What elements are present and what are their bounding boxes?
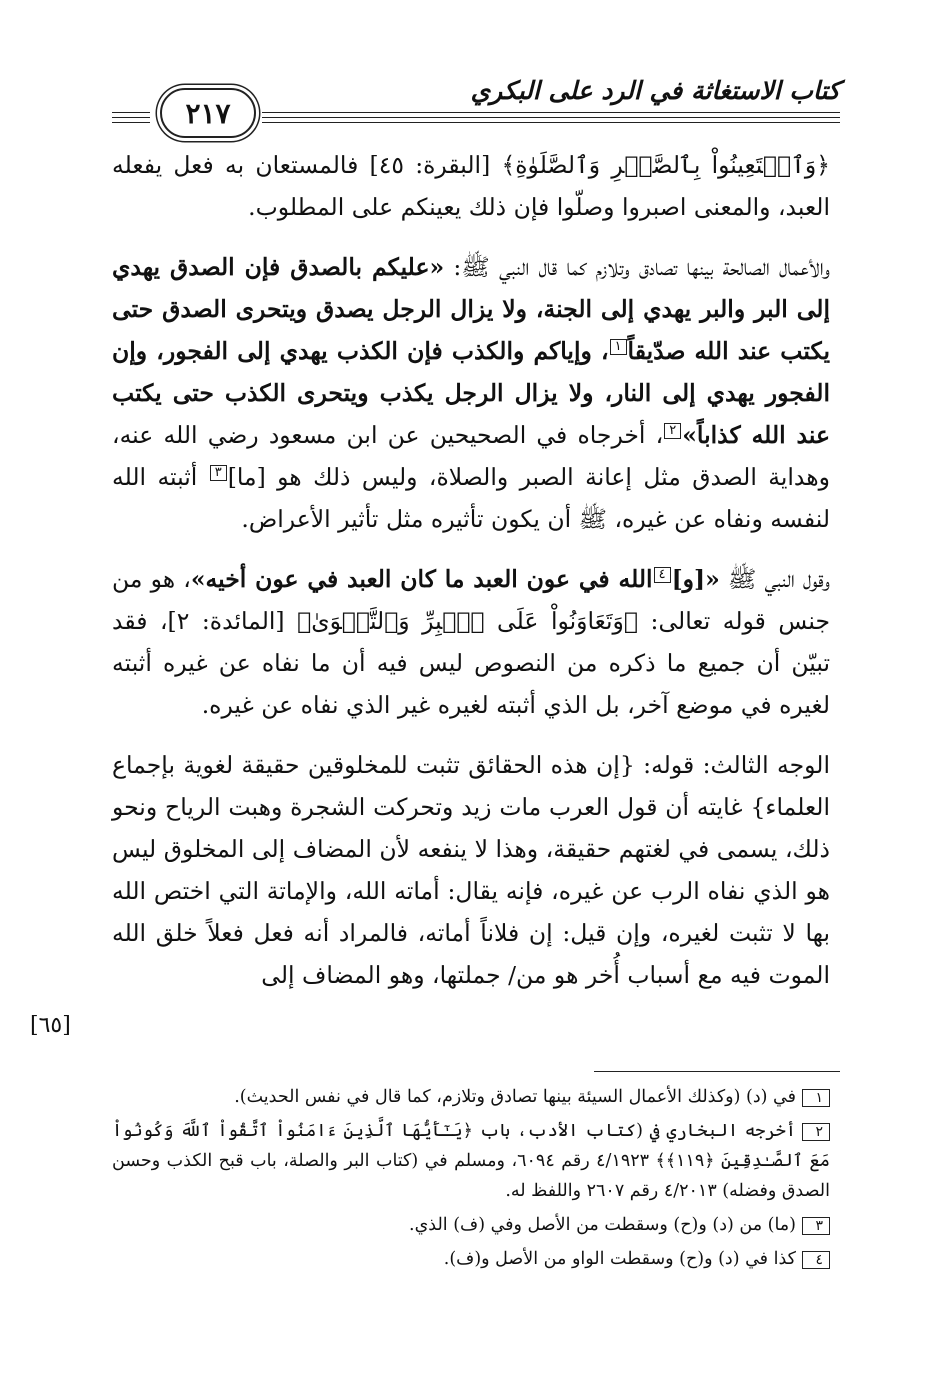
hadith-quote: ، وإياكم والكذب فإن الكذب يهدي إلى الفجور، وإن الفجور يهدي إلى النار، ولا يزال الرجل يكذب ويتحرى الكذب حتى يكتب عند الله كذاباً» [112,337,830,449]
footnote-ref: ٣ [210,465,227,481]
footnote-number: ٢ [802,1123,830,1141]
paragraph-4: الوجه الثالث: قوله: {إن هذه الحقائق تثبت للمخلوقين حقيقة لغوية بإجماع العلماء} غايته أن قول العرب مات زيد وتحركت الشجرة وهبت الرياح ونحو ذلك، يسمى في لغتهم حقيقة، وهذا لا ينفعه لأن المضاف إلى المخلوق ليس هو الذي نفاه الرب عن غيره، فإنه يقال: أماته الله، والإماتة التي اختص الله بها لا تثبت لغيره، وإن قيل: إن فلاناً أماته، فالمراد أنه فعل فعلاً خلق الله الموت فيه مع أسباب أُخر هو من/ جملتها، وهو المضاف إلى [112,751,830,989]
footnote-text: أخرجه البخاري في (كتاب الأدب، باب ﴿يَـٰٓأَيُّهَا ٱلَّذِينَ ءَامَنُواْ ٱتَّقُواْ ٱللَّهَ وَكُونُواْ مَعَ ٱلصَّـٰدِقِينَ ﴿١١٩﴾﴾ ٤/١٩٢٣ رقم ٦٠٩٤، ومسلم في (كتاب البر والصلة، باب قبح الكذب وحسن الصدق وفضله) ٤/٢٠١٣ رقم ٢٦٠٧ واللفظ له. [112,1121,830,1201]
footnotes [112,1082,830,1278]
paragraph-3 [112,558,830,726]
footnote-ref: ٤ [654,567,671,583]
footnote-1 [112,1082,830,1112]
paragraph-text: أثبته الله لنفسه ونفاه عن غيره، ﷺ أن يكون تأثيره مثل تأثير الأعراض. [112,463,830,533]
main-text [112,144,830,996]
paragraph-2 [112,246,830,540]
footnote-text: في (د) (وكذلك الأعمال السيئة بينها تصادق وتلازم، كما قال في نفس الحديث). [234,1087,796,1107]
footnote-number: ١ [802,1089,830,1107]
page-number-badge [160,88,256,138]
manuscript-folio-marker: [٦٥] [30,1013,71,1038]
footnote-ref: ٢ [664,423,681,439]
page-number: ٢١٧ [185,96,231,130]
paragraph-text: والأعمال الصالحة بينها تصادق وتلازم كما قال النبي ﷺ: [444,253,831,281]
paragraph-text: ، هو من جنس قوله تعالى: ﴿وَتَعَاوَنُواْ عَلَى ٱلۡبِرِّ وَٱلتَّقۡوَىٰ﴾ [المائدة: ٢]، فقد تبيّن أن جميع ما ذكره من النصوص ليس فيه أن ما نفاه عن غيره أثبته لغيره في موضع آخر، بل الذي أثبته لغيره غير الذي نفاه عن غيره. [112,565,830,719]
footnote-text: كذا في (د) و(ح) وسقطت الواو من الأصل و(ف). [443,1249,796,1269]
footnote-ref: ١ [610,339,627,355]
footnote-separator [594,1071,840,1072]
footnote-2 [112,1116,830,1206]
footnote-number: ٤ [802,1251,830,1269]
footnote-text: (ما) من (د) و(ح) وسقطت من الأصل وفي (ف) الذي. [409,1215,796,1235]
paragraph-1: ﴿وَٱسۡتَعِينُواْ بِٱلصَّبۡرِ وَٱلصَّلَوٰةِ﴾ [البقرة: ٤٥] فالمستعان به فعل يفعله العبد، والمعنى اصبروا وصلّوا فإن ذلك يعينكم على المطلوب. [112,151,830,221]
paragraph-text: وقول النبي ﷺ [719,565,830,593]
running-header-title: كتاب الاستغاثة في الرد على البكري [470,76,840,105]
hadith-quote: «[و] [671,565,720,593]
paragraph-text: ، أخرجاه في الصحيحين عن ابن مسعود رضي الله عنه، وهداية الصدق مثل إعانة الصبر والصلاة، وليس ذلك هو [ما] [112,421,830,491]
footnote-3 [112,1210,830,1240]
hadith-quote: «عليكم بالصدق فإن الصدق يهدي إلى البر والبر يهدي إلى الجنة، ولا يزال الرجل يصدق ويتحرى الصدق حتى يكتب عند الله صدّيقاً [112,253,830,365]
hadith-quote: الله في عون العبد ما كان العبد في عون أخيه» [190,565,653,593]
footnote-number: ٣ [802,1217,830,1235]
footnote-4 [112,1244,830,1274]
